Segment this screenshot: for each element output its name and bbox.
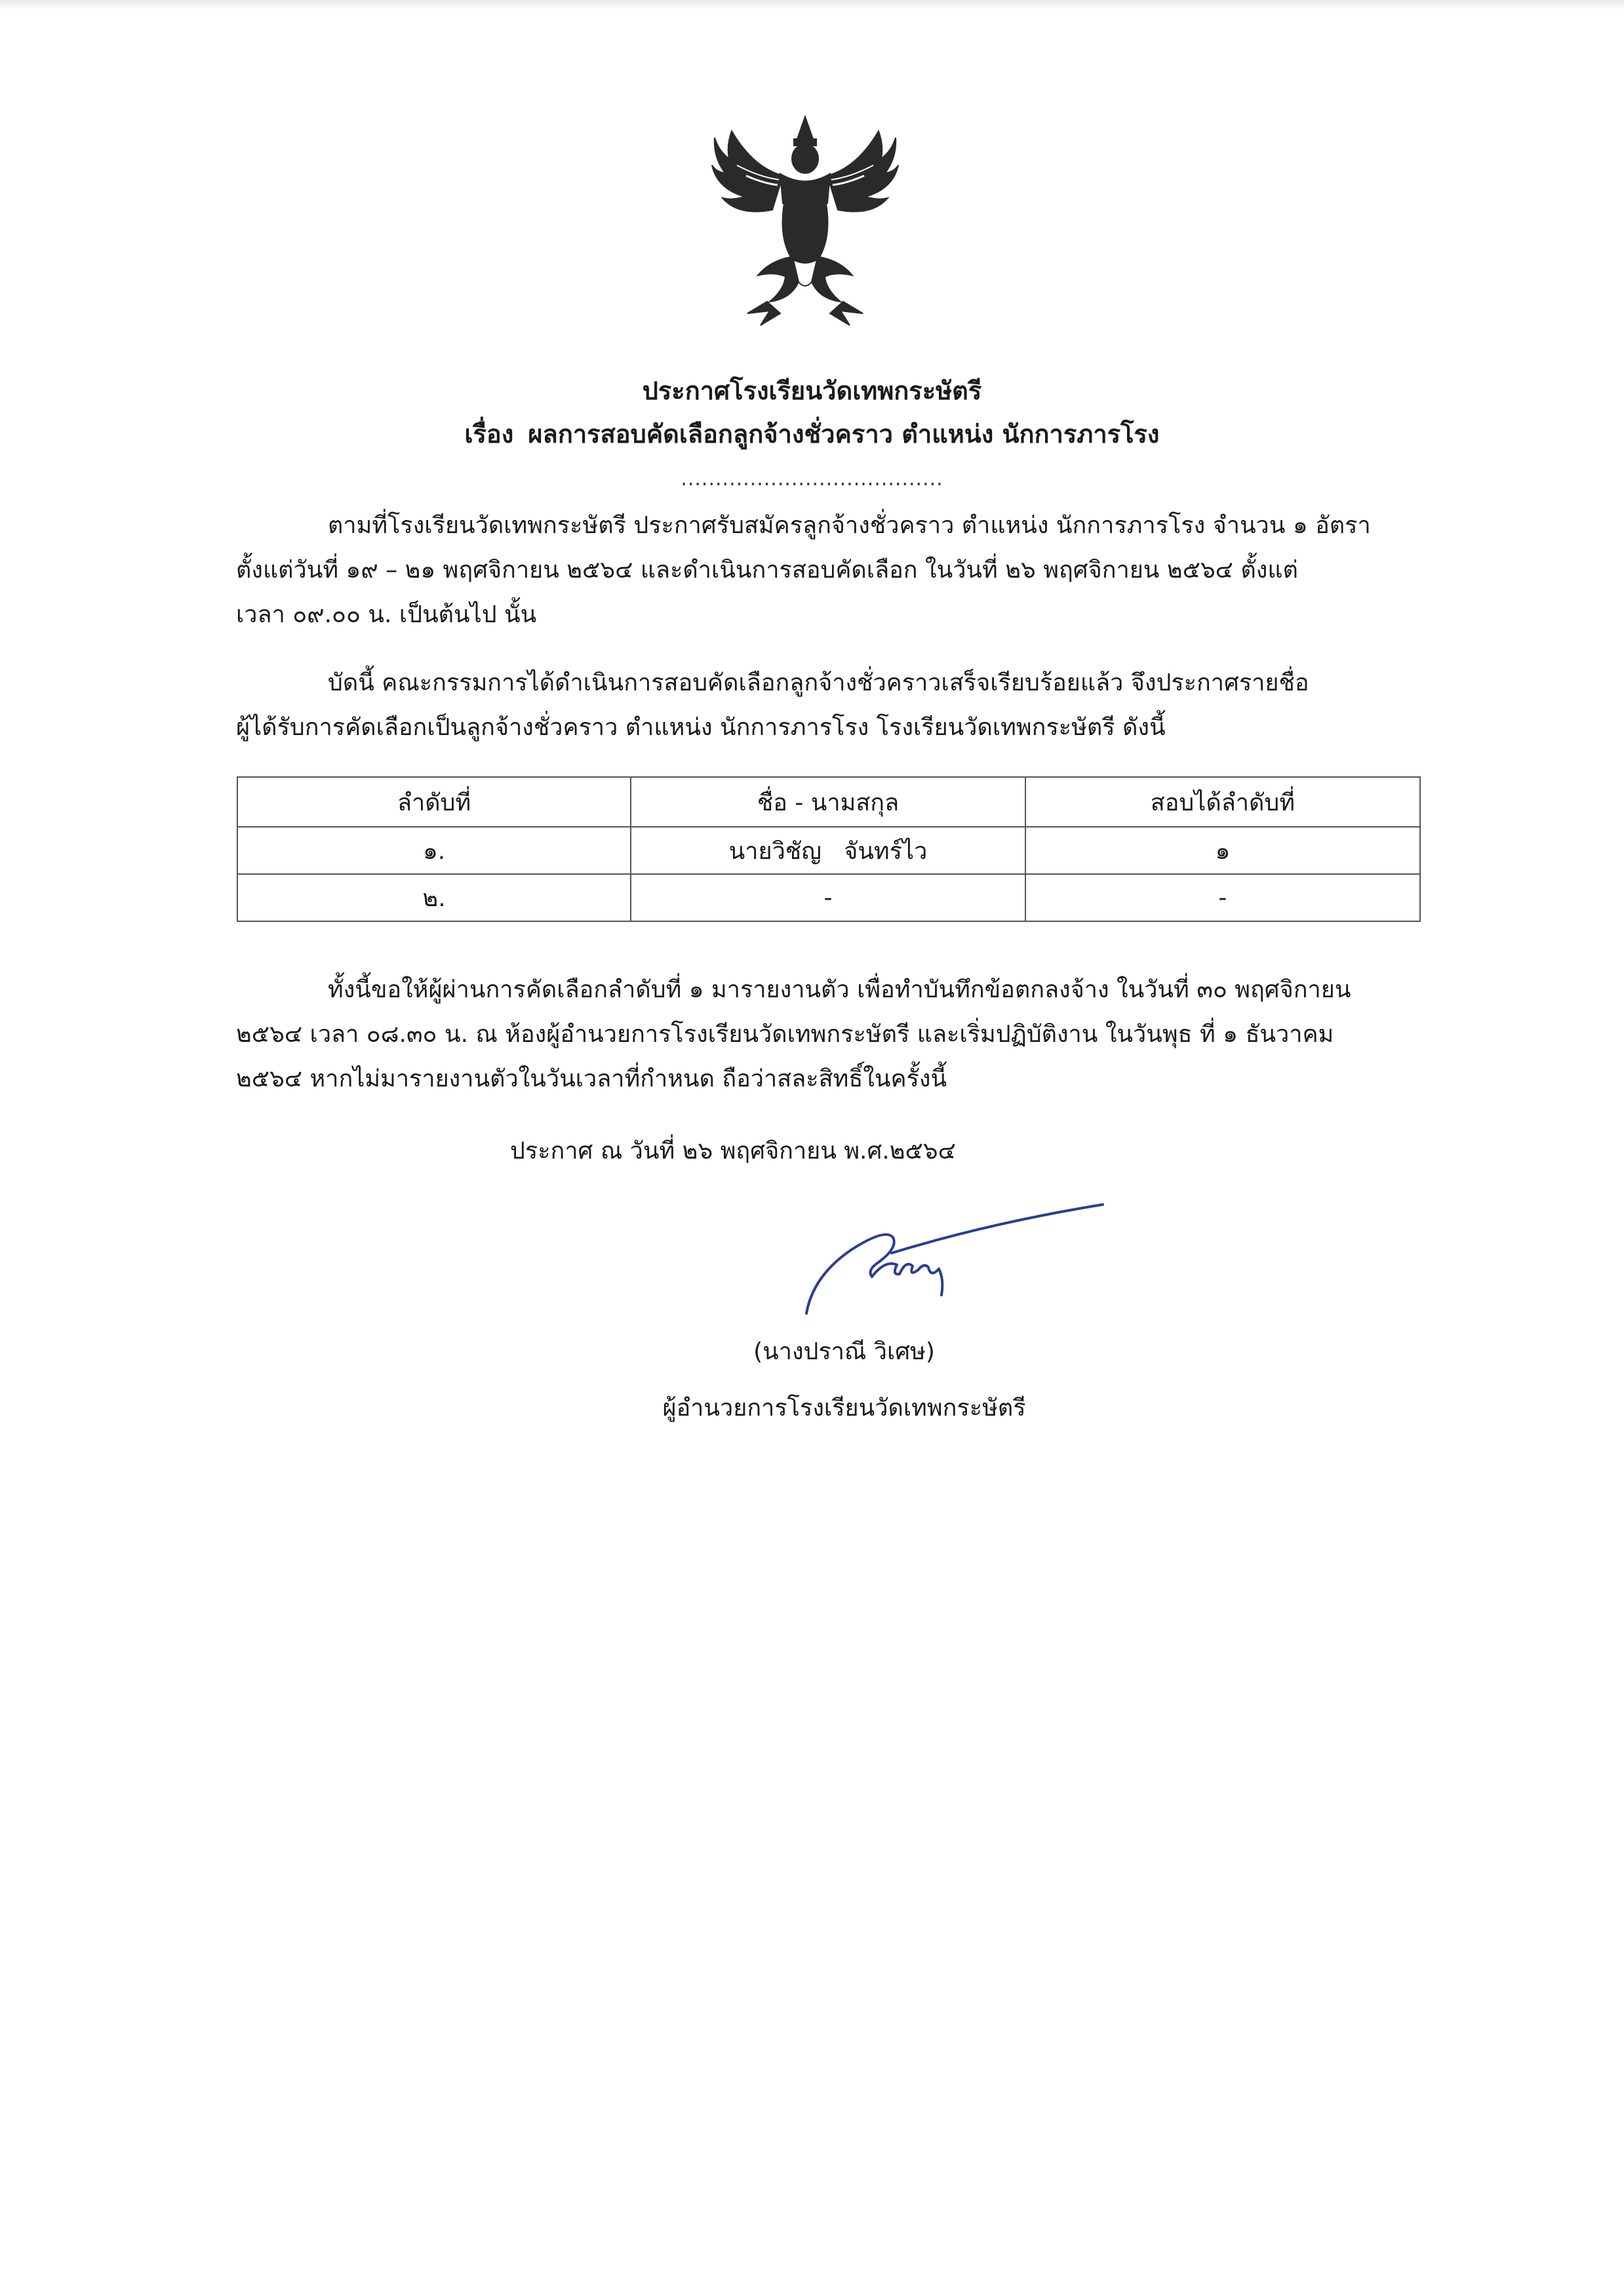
table-row (237, 874, 1420, 921)
subject-text: ผลการสอบคัดเลือกลูกจ้างชั่วคราว ตำแหน่ง นักการภารโรง (528, 420, 1160, 449)
cell-order: ๒. (237, 874, 631, 921)
paragraph-intro (236, 504, 1454, 637)
column-header-rank: สอบได้ลำดับที่ (1025, 777, 1420, 827)
paragraph-result (236, 661, 1454, 750)
paragraph-instructions (236, 968, 1454, 1102)
paragraph-line: ตั้งแต่วันที่ ๑๙ – ๒๑ พฤศจิกายน ๒๕๖๔ และดำเนินการสอบคัดเลือก ในวันที่ ๒๖ พฤศจิกายน ๒๕๖๔ ตั้งแต่ (236, 557, 1298, 584)
title-separator: ...................................... (681, 468, 943, 490)
cell-order: ๑. (237, 827, 631, 874)
garuda-emblem-icon (707, 105, 903, 334)
scan-edge-shading (0, 0, 1624, 9)
paragraph-line: ๒๕๖๔ เวลา ๐๘.๓๐ น. ณ ห้องผู้อำนวยการโรงเรียนวัดเทพกระษัตรี และเริ่มปฏิบัติงาน ในวันพุธ ที่ ๑ ธันวาคม (236, 1021, 1334, 1048)
announcement-title: ประกาศโรงเรียนวัดเทพกระษัตรี (642, 376, 982, 405)
column-header-name: ชื่อ - นามสกุล (631, 777, 1025, 827)
cell-name: นายวิชัญ จันทร์ไว (631, 827, 1025, 874)
handwritten-signature-icon (793, 1197, 1115, 1321)
paragraph-line: ทั้งนี้ขอให้ผู้ผ่านการคัดเลือกลำดับที่ ๑ มารายงานตัว เพื่อทำบันทึกข้อตกลงจ้าง ในวันที่ ๓๐ พฤศจิกายน (328, 976, 1351, 1003)
cell-name: - (631, 874, 1025, 921)
paragraph-line: ตามที่โรงเรียนวัดเทพกระษัตรี ประกาศรับสมัครลูกจ้างชั่วคราว ตำแหน่ง นักการภารโรง จำนวน ๑ อัตรา (328, 512, 1371, 539)
table-header-row (237, 777, 1420, 827)
paragraph-line: เวลา ๐๙.๐๐ น. เป็นต้นไป นั้น (236, 601, 537, 628)
paragraph-line: ๒๕๖๔ หากไม่มารายงานตัวในวันเวลาที่กำหนด ถือว่าสละสิทธิ์ในครั้งนี้ (236, 1066, 947, 1092)
cell-rank: ๑ (1025, 827, 1420, 874)
table-row (237, 827, 1420, 874)
subject-label: เรื่อง (464, 420, 514, 449)
signer-name: (นางปราณี วิเศษ) (753, 1338, 935, 1365)
announcement-subject (0, 416, 1624, 452)
announcement-date: ประกาศ ณ วันที่ ๒๖ พฤศจิกายน พ.ศ.๒๕๖๔ (510, 1138, 956, 1165)
cell-rank: - (1025, 874, 1420, 921)
column-header-order: ลำดับที่ (237, 777, 631, 827)
results-table (237, 776, 1421, 922)
paragraph-line: ผู้ได้รับการคัดเลือกเป็นลูกจ้างชั่วคราว ตำแหน่ง นักการภารโรง โรงเรียนวัดเทพกระษัตรี ดังนี้ (236, 714, 1166, 741)
signer-title: ผู้อำนวยการโรงเรียนวัดเทพกระษัตรี (662, 1395, 1026, 1422)
paragraph-line: บัดนี้ คณะกรรมการได้ดำเนินการสอบคัดเลือกลูกจ้างชั่วคราวเสร็จเรียบร้อยแล้ว จึงประกาศรายชื่อ (328, 669, 1309, 696)
